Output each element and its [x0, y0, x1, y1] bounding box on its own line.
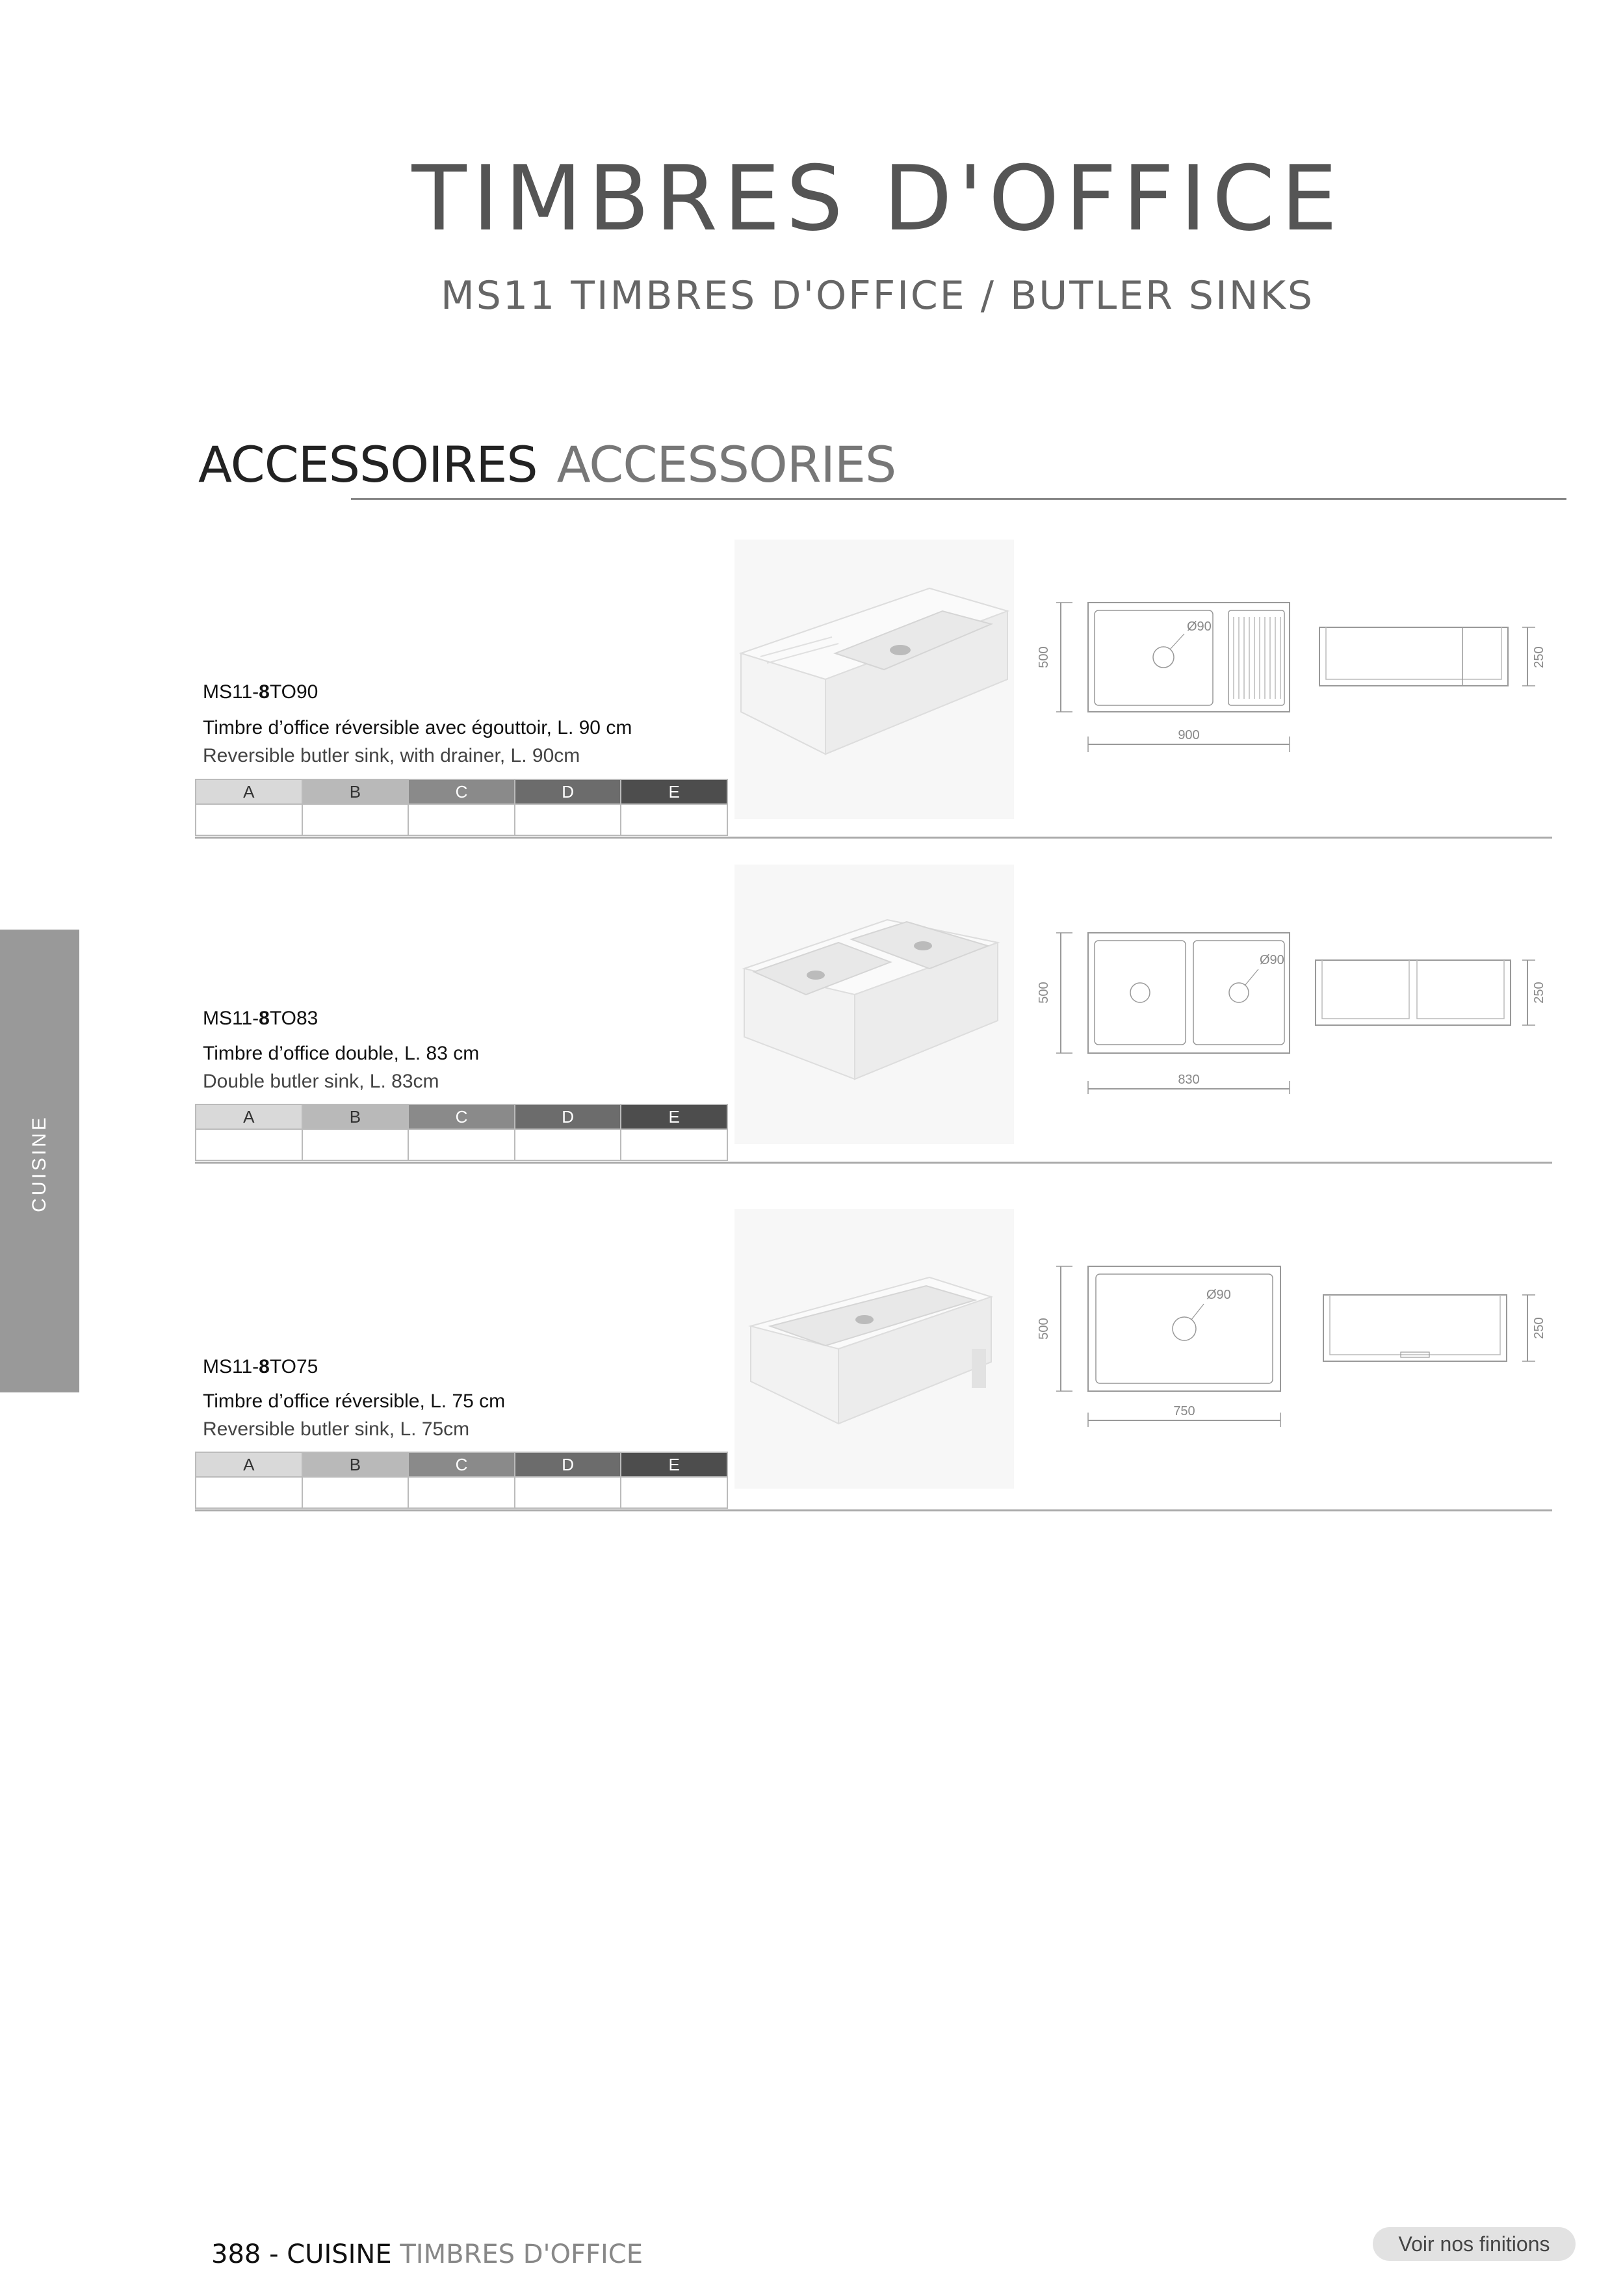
product-description-en: Reversible butler sink, with drainer, L. 90cm [203, 745, 580, 766]
drain-label: Ø90 [1206, 1288, 1231, 1302]
finish-cell [302, 804, 409, 835]
finish-header-d: D [515, 1452, 621, 1477]
finish-table [195, 779, 728, 836]
drain-label: Ø90 [1260, 953, 1284, 967]
finish-cell [302, 1477, 409, 1508]
finish-header-d: D [515, 779, 621, 804]
finish-header-a: A [196, 1104, 302, 1129]
width-label: 750 [1173, 1404, 1195, 1418]
product-description-fr: Timbre d’office réversible, L. 75 cm [203, 1390, 506, 1412]
width-label: 900 [1178, 728, 1200, 742]
page-title: TIMBRES D'OFFICE [411, 146, 1344, 251]
finish-header-a: A [196, 779, 302, 804]
section-heading-fr: ACCESSOIRES [198, 436, 538, 493]
product-description-fr: Timbre d’office réversible avec égouttoir, L. 90 cm [203, 717, 632, 738]
finish-cell [196, 1129, 302, 1160]
height-label: 250 [1532, 1317, 1546, 1339]
product-description-en: Reversible butler sink, L. 75cm [203, 1418, 470, 1440]
finish-cell [621, 1129, 727, 1160]
product-code: MS11-8TO90 [203, 681, 318, 703]
finish-header-d: D [515, 1104, 621, 1129]
view-finishes-button[interactable]: Voir nos finitions [1373, 2227, 1576, 2261]
depth-label: 500 [1037, 1318, 1051, 1340]
finish-header-e: E [621, 1104, 727, 1129]
section-heading [198, 436, 896, 493]
row-divider [195, 837, 1552, 839]
finish-cell [621, 804, 727, 835]
finish-header-c: C [408, 1104, 515, 1129]
finish-header-b: B [302, 1452, 409, 1477]
technical-drawing [1033, 588, 1553, 764]
page-number: 388 [211, 2239, 261, 2269]
product-code: MS11-8TO75 [203, 1356, 318, 1377]
finish-table [195, 1104, 728, 1161]
finish-cell [302, 1129, 409, 1160]
depth-label: 500 [1037, 646, 1051, 668]
product-description-en: Double butler sink, L. 83cm [203, 1071, 439, 1092]
section-heading-en: ACCESSORIES [556, 436, 896, 493]
finish-cell [515, 804, 621, 835]
side-tab-label: CUISINE [29, 1115, 50, 1212]
finish-cell [515, 1129, 621, 1160]
footer-subsection: TIMBRES D'OFFICE [400, 2239, 643, 2269]
product-description-fr: Timbre d’office double, L. 83 cm [203, 1043, 480, 1064]
product-photo [734, 540, 1014, 819]
finish-cell [515, 1477, 621, 1508]
finish-header-a: A [196, 1452, 302, 1477]
technical-drawing [1033, 1255, 1553, 1430]
drain-label: Ø90 [1187, 620, 1212, 634]
depth-label: 500 [1037, 982, 1051, 1004]
finish-header-e: E [621, 779, 727, 804]
finish-cell [196, 1477, 302, 1508]
page-footer: 388 - CUISINE TIMBRES D'OFFICE [211, 2239, 643, 2269]
page-subtitle: MS11 TIMBRES D'OFFICE / BUTLER SINKS [440, 273, 1315, 319]
row-divider [195, 1162, 1552, 1164]
finish-cell [408, 1129, 515, 1160]
product-code: MS11-8TO83 [203, 1008, 318, 1029]
finish-header-b: B [302, 779, 409, 804]
finish-table [195, 1452, 728, 1509]
finish-header-e: E [621, 1452, 727, 1477]
product-photo [734, 1209, 1014, 1489]
width-label: 830 [1178, 1073, 1200, 1087]
finish-cell [408, 804, 515, 835]
finish-cell [621, 1477, 727, 1508]
product-photo [734, 865, 1014, 1144]
footer-section: CUISINE [287, 2239, 392, 2269]
finish-header-b: B [302, 1104, 409, 1129]
row-divider [195, 1509, 1552, 1511]
height-label: 250 [1532, 646, 1546, 668]
section-rule [351, 498, 1566, 500]
technical-drawing [1033, 920, 1553, 1095]
height-label: 250 [1532, 982, 1546, 1004]
finish-cell [196, 804, 302, 835]
finish-header-c: C [408, 1452, 515, 1477]
finish-header-c: C [408, 779, 515, 804]
finish-cell [408, 1477, 515, 1508]
